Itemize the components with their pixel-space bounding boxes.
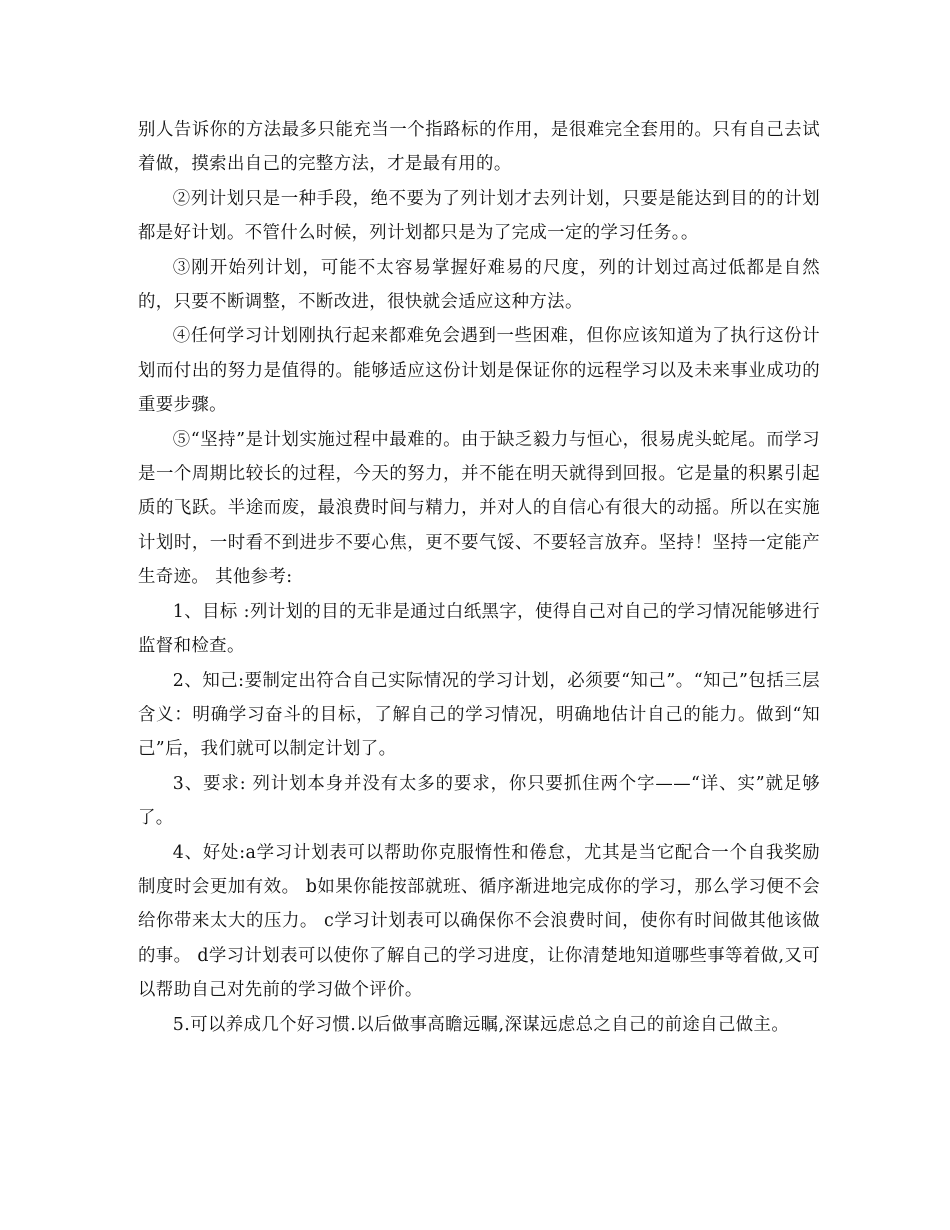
paragraph-point-4: ④任何学习计划刚执行起来都难免会遇到一些困难，但你应该知道为了执行这份计划而付出的努力是值得的。能够适应这份计划是保证你的远程学习以及未来事业成功的重要步骤。 (138, 326, 820, 416)
paragraph-benefits: 4、好处:a学习计划表可以帮助你克服惰性和倦怠，尤其是当它配合一个自我奖励制度时会更加有效。 b如果你能按部就班、循序渐进地完成你的学习，那么学习便不会给你带来太大的压力。 c学习计划表可以确保你不会浪费时间，使你有时间做其他该做的事。 d学习计划表可以使你了解自己的学习进度，让你清楚地知道哪些事等着做,又可以帮助自己对先前的学习做个评价。 (138, 842, 820, 1001)
paragraph-point-2: ②列计划只是一种手段，绝不要为了列计划才去列计划，只要是能达到目的的计划都是好计划。不管什么时候，列计划都只是为了完成一定的学习任务。。 (138, 188, 820, 244)
paragraph-know-yourself: 2、知己:要制定出符合自己实际情况的学习计划，必须要“知己”。“知己”包括三层含义：明确学习奋斗的目标，了解自己的学习情况，明确地估计自己的能力。做到“知己”后，我们就可以制定计划了。 (138, 670, 820, 760)
paragraph-continuation: 别人告诉你的方法最多只能充当一个指路标的作用，是很难完全套用的。只有自己去试着做，摸索出自己的完整方法，才是最有用的。 (138, 120, 820, 175)
paragraph-goal: 1、目标 :列计划的目的无非是通过白纸黑字，使得自己对自己的学习情况能够进行监督和检查。 (138, 601, 820, 657)
paragraph-point-5: ⑤“坚持”是计划实施过程中最难的。由于缺乏毅力与恒心，很易虎头蛇尾。而学习是一个周期比较长的过程，今天的努力，并不能在明天就得到回报。它是量的积累引起质的飞跃。半途而废，最浪费时间与精力，并对人的自信心有很大的动摇。所以在实施计划时，一时看不到进步不要心焦，更不要气馁、不要轻言放弃。坚持！坚持一定能产生奇迹。 其他参考: (138, 429, 820, 588)
paragraph-requirements: 3、要求: 列计划本身并没有太多的要求，你只要抓住两个字——“详、实”就足够了。 (138, 773, 820, 829)
paragraph-point-3: ③刚开始列计划，可能不太容易掌握好难易的尺度，列的计划过高过低都是自然的，只要不断调整，不断改进，很快就会适应这种方法。 (138, 257, 820, 313)
paragraph-good-habits: 5.可以养成几个好习惯.以后做事高瞻远瞩,深谋远虑总之自己的前途自己做主。 (172, 1014, 790, 1035)
document-body (138, 113, 820, 1042)
